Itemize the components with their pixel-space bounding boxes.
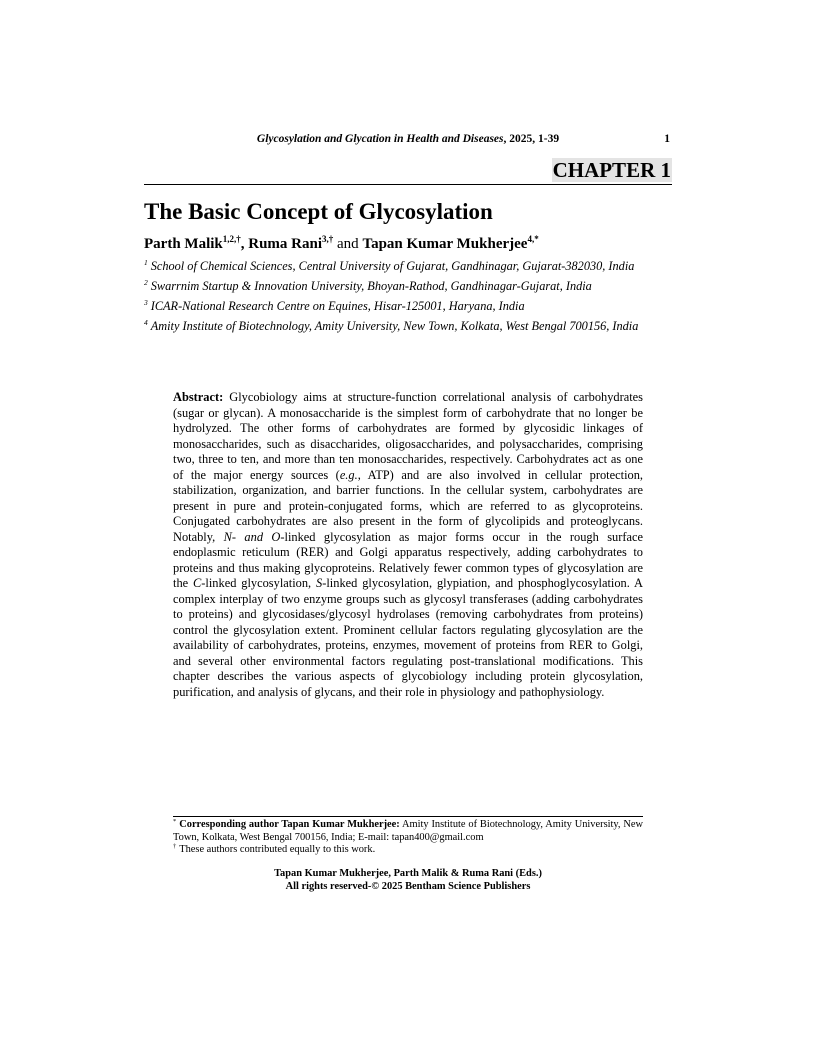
- abstract-text: -linked glycosylation, glypiation, and phosphoglycosylation. A complex interplay of two enzyme groups such as glycosyl transferases (adding carbohydrates to proteins) and glycosidases/glycosyl hydrolases (removing carbohydrates from proteins) control the glycosylation extent. Prominent cellular factors regulating glycosylation are the availability of carbohydrates, proteins, enzymes, movement of proteins from RER to Golgi, and several other environmental factors regulating post-translational modifications. This chapter describes the various aspects of glycobiology including protein glycosylation, purification, and analysis of glycans, and their role in physiology and pathophysiology.: [173, 576, 643, 699]
- footnote-mark: *: [173, 818, 177, 825]
- affiliation-text: ICAR-National Research Centre on Equines, Hisar-125001, Haryana, India: [150, 299, 525, 313]
- affiliation-item: [144, 278, 672, 294]
- author-affiliation-mark: 1,2,†: [222, 234, 241, 244]
- affiliation-list: [144, 258, 672, 338]
- page-number: 1: [664, 133, 670, 145]
- abstract: [173, 390, 643, 700]
- corresponding-author-note: [173, 819, 643, 844]
- affiliation-item: [144, 318, 672, 334]
- author-list: [144, 234, 672, 254]
- abstract-text: -linked glycosylation,: [201, 576, 317, 590]
- footnotes: [173, 819, 643, 857]
- journal-details: , 2025, 1-39: [503, 133, 560, 145]
- chapter-label: CHAPTER 1: [552, 158, 671, 182]
- chapter-title: The Basic Concept of Glycosylation: [144, 199, 493, 224]
- author-name: Parth Malik: [144, 236, 223, 252]
- footnote-mark: †: [173, 843, 177, 850]
- abstract-italic: S: [316, 576, 323, 590]
- abstract-text: -linked glycosylation as major forms occur in the rough surface endoplasmic reticulum (RER) and Golgi apparatus respectively, adding carbohydrates to proteins and thus making glycoproteins. Relatively fewer common types of glycosylation are the: [173, 529, 643, 590]
- abstract-text: , ATP) and are also involved in cellular protection, stabilization, organization, and barrier functions. In the cellular system, carbohydrates are present in pure and protein-conjugated forms, which are referred to as glycoproteins. Conjugated carbohydrates are also present in the form of glycolipids and proteoglycans. Notably,: [173, 467, 644, 544]
- chapter-header: [144, 158, 672, 185]
- affiliation-text: School of Chemical Sciences, Central University of Gujarat, Gandhinagar, Gujarat-382030, India: [150, 259, 635, 273]
- journal-citation: [144, 133, 672, 145]
- author-name: Ruma Rani: [248, 236, 323, 252]
- abstract-text: Glycobiology aims at structure-function correlational analysis of carbohydrates (sugar or glycan). A monosaccharide is the simplest form of carbohydrate that no longer be hydrolyzed. The other forms of carbohydrates are formed by glycosidic linkages of monosaccharides, such as disaccharides, oligosaccharides, and polysaccharides, comprising two, three to ten, and more than ten monosaccharides, respectively. Carbohydrates act as one of the major energy sources (: [173, 390, 643, 482]
- affiliation-number: 1: [144, 258, 148, 267]
- abstract-label: Abstract:: [173, 390, 224, 404]
- affiliation-item: [144, 298, 672, 314]
- equal-contribution-note: [173, 844, 643, 857]
- publisher-credit: [173, 868, 643, 893]
- abstract-italic: C: [193, 576, 202, 590]
- corresponding-author-address: Amity Institute of Biotechnology, Amity University, New Town, Kolkata, West Bengal 700156, India; E-mail: tapan400@gmail.com: [173, 819, 644, 843]
- affiliation-text: Amity Institute of Biotechnology, Amity University, New Town, Kolkata, West Bengal 700156, India: [150, 319, 639, 333]
- author-separator: ,: [240, 236, 249, 252]
- corresponding-author-label: Corresponding author Tapan Kumar Mukherjee:: [179, 819, 400, 830]
- author-separator: and: [333, 236, 363, 252]
- author-affiliation-mark: 3,†: [322, 234, 334, 244]
- equal-contribution-text: These authors contributed equally to this work.: [179, 844, 376, 855]
- journal-name: Glycosylation and Glycation in Health and Diseases: [256, 133, 504, 145]
- rights-line: All rights reserved-© 2025 Bentham Science Publishers: [285, 880, 531, 892]
- running-head: [144, 133, 672, 149]
- affiliation-number: 2: [144, 278, 148, 287]
- affiliation-text: Swarrnim Startup & Innovation University, Bhoyan-Rathod, Gandhinagar-Gujarat, India: [150, 279, 592, 293]
- abstract-italic: N- and O: [223, 529, 281, 544]
- affiliation-number: 4: [144, 318, 148, 327]
- author-affiliation-mark: 4,*: [527, 234, 539, 244]
- editors-line: Tapan Kumar Mukherjee, Parth Malik & Ruma Rani (Eds.): [274, 868, 542, 879]
- footnote-divider: [173, 816, 643, 817]
- author-name: Tapan Kumar Mukherjee: [362, 236, 528, 252]
- affiliation-item: [144, 258, 672, 274]
- abstract-italic: e.g.: [339, 467, 358, 482]
- affiliation-number: 3: [144, 298, 148, 307]
